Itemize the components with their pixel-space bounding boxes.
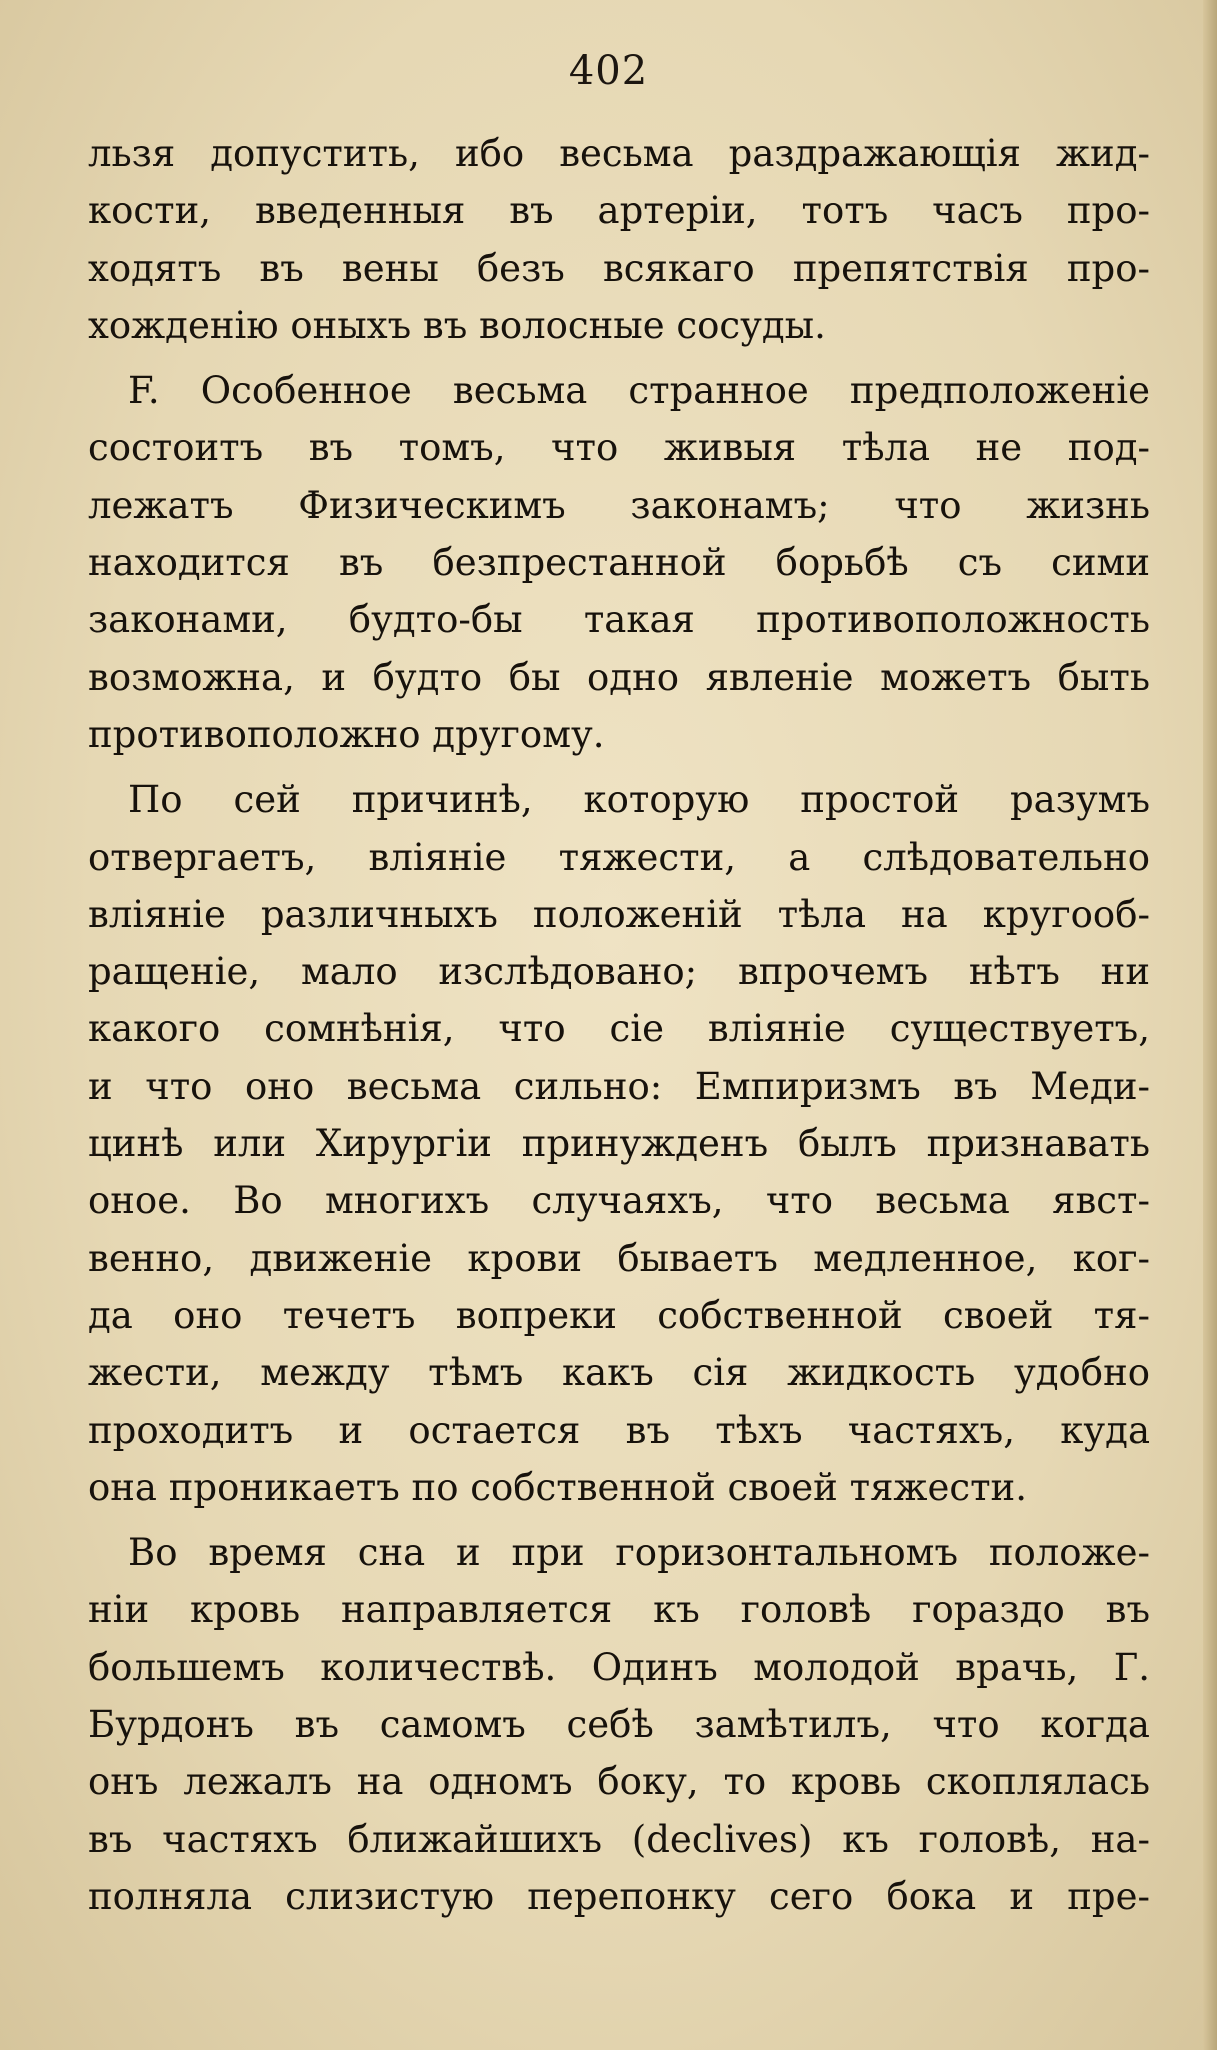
paragraph-start-line: По сей причинѣ, которую простой разумъ — [128, 778, 1150, 822]
text-line: въ частяхъ ближайшихъ (declives) къ головѣ, на- — [88, 1817, 1150, 1861]
paragraph-start-line: Во время сна и при горизонтальномъ положе- — [128, 1531, 1150, 1575]
text-line: проходитъ и остается въ тѣхъ частяхъ, куда — [88, 1408, 1150, 1452]
text-line: хожденію оныхъ въ волосные сосуды. — [88, 303, 826, 347]
text-line: кости, введенныя въ артеріи, тотъ часъ про- — [88, 189, 1150, 233]
text-line: да оно течетъ вопреки собственной своей тя- — [88, 1293, 1150, 1337]
text-line: противоположно другому. — [88, 712, 605, 756]
text-line: возможна, и будто бы одно явленіе можетъ быть — [88, 655, 1150, 699]
text-line: жести, между тѣмъ какъ сія жидкость удобно — [88, 1351, 1150, 1395]
text-line: венно, движеніе крови бываетъ медленное, ког- — [88, 1236, 1150, 1280]
text-line: и что оно весьма сильно: Емпиризмъ въ Меди- — [88, 1064, 1150, 1108]
text-line: состоитъ въ томъ, что живыя тѣла не под- — [88, 426, 1150, 470]
page-number: 402 — [568, 48, 649, 94]
text-line: оное. Во многихъ случаяхъ, что весьма явст- — [88, 1179, 1150, 1223]
text-line: лежатъ Физическимъ законамъ; что жизнь — [88, 483, 1150, 527]
text-line: льзя допустить, ибо весьма раздражающія жид- — [88, 132, 1150, 175]
text-line: цинѣ или Хирургіи принужденъ былъ признавать — [88, 1122, 1150, 1166]
text-line: большемъ количествѣ. Одинъ молодой врачь, Г. — [88, 1645, 1150, 1689]
text-line: вліяніе различныхъ положеній тѣла на кругооб- — [88, 892, 1150, 936]
text-line: онъ лежалъ на одномъ боку, то кровь скоплялась — [88, 1760, 1150, 1804]
page-edge — [1203, 0, 1217, 2050]
text-line: какого сомнѣнія, что сіе вліяніе существуетъ, — [88, 1007, 1150, 1051]
body-text — [88, 125, 1150, 1925]
text-line: полняла слизистую перепонку сего бока и пре- — [88, 1874, 1150, 1918]
text-line: ніи кровь направляется къ головѣ гораздо въ — [88, 1588, 1150, 1632]
text-line: ходятъ въ вены безъ всякаго препятствія про- — [88, 246, 1150, 290]
text-line: законами, будто-бы такая противоположность — [88, 598, 1150, 642]
text-line: ращеніе, мало изслѣдовано; впрочемъ нѣтъ ни — [88, 950, 1150, 994]
text-line: она проникаетъ по собственной своей тяжести. — [88, 1465, 1027, 1509]
text-line: находится въ безпрестанной борьбѣ съ сими — [88, 541, 1150, 585]
text-line: отвергаетъ, вліяніе тяжести, а слѣдовательно — [88, 835, 1150, 879]
paragraph-start-line: F. Особенное весьма странное предположеніе — [128, 369, 1150, 413]
text-line: Бурдонъ въ самомъ себѣ замѣтилъ, что когда — [88, 1703, 1150, 1747]
